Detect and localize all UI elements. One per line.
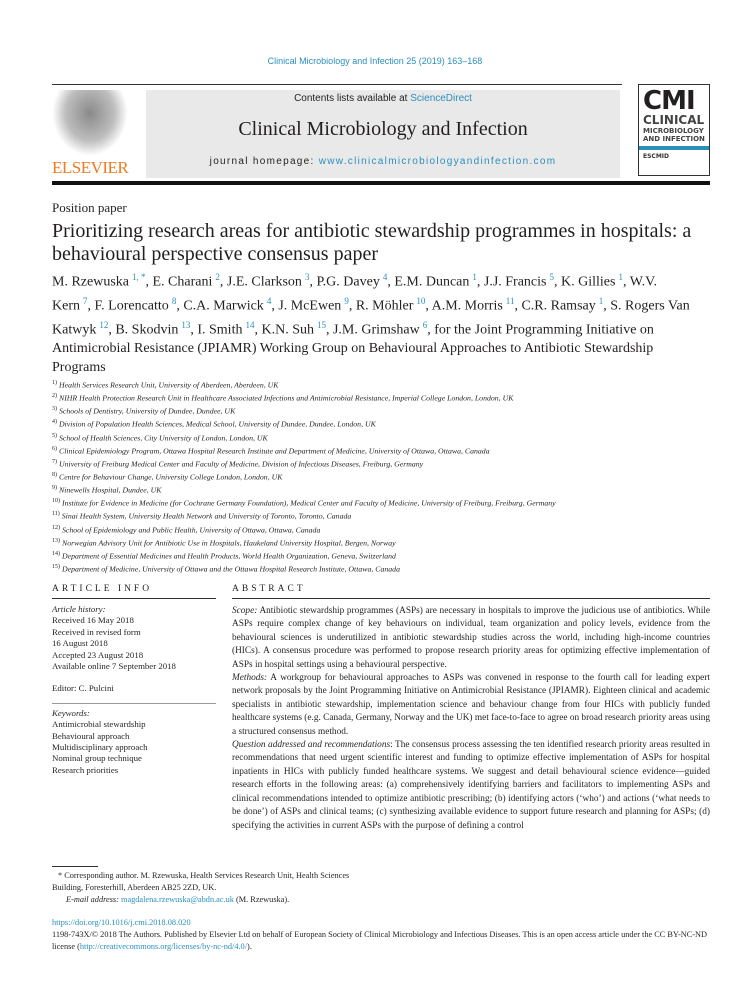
journal-header [146,90,620,178]
working-group: , for the Joint Programming Initiative on Antimicrobial Resistance (JPIAMR) Working Group on Behavioural Approaches to Antibiotic Stewardship Programs [52,322,654,375]
author-name[interactable]: M. Rzewuska [52,274,129,290]
keyword[interactable]: Multidisciplinary approach [52,742,148,753]
affiliation [52,496,652,509]
homepage-link[interactable]: www.clinicalmicrobiologyandinfection.com [318,156,557,167]
author-name[interactable]: J.J. Francis [483,274,547,290]
affiliation-text: Schools of Dentistry, University of Dundee, Dundee, UK [59,406,236,416]
affiliation-number: 2) [52,393,57,400]
affiliation-text: Department of Essential Medicines and Health Products, World Health Organization, Geneva, Switzerland [62,551,396,561]
author-affiliation-ref[interactable]: 11 [505,296,515,307]
affiliation-text: Norwegian Advisory Unit for Antibiotic Use in Hospitals, Haukeland University Hospital, Bergen, Norway [62,538,396,548]
author-affiliation-ref[interactable]: 6 [422,320,428,331]
contents-line [146,93,620,104]
author-affiliation-ref[interactable]: 3 [304,272,310,282]
affiliation [52,549,652,562]
abstract-section-text: A workgroup for behavioural approaches to ASPs was convened in response to the fourth call for leading expert network proposals by the Joint Programming Initiative on Antimicrobial Resistance (JPIAMR). Eighteen clinical and academic specialists in antibiotic stewardship, implementation science and behaviour change from four HICs with publicly funded healthcare systems (e.g. Canada, Germany, Norway and the UK) met face-to-face to agree on broad research priority areas using a structured consensus method. [232,673,710,737]
abstract-heading: ABSTRACT [232,584,306,594]
elsevier-logo[interactable] [52,90,128,178]
author-affiliation-ref[interactable]: 1 [618,272,623,282]
affiliation-text: Division of Population Health Sciences, Medical School, University of Dundee, Dundee, London, UK [59,420,376,430]
abstract-section-label: Scope: [232,606,258,616]
author-affiliation-ref[interactable]: 1 [598,296,604,307]
abstract-section [232,739,710,833]
divider [52,703,216,704]
abstract-section-label: Methods: [232,673,268,684]
affiliation-number: 7) [52,458,57,465]
tree-icon [52,90,128,156]
author-name[interactable]: K.N. Suh [261,322,314,338]
author-name[interactable]: B. Skodvin [115,322,179,338]
affiliation-number: 9) [52,485,57,492]
article-info [52,604,216,776]
affiliation-text: Department of Medicine, University of Ottawa and the Ottawa Hospital Research Institute, Ottawa, Canada [62,564,400,574]
author-affiliation-ref[interactable]: 14 [245,320,255,331]
author-name[interactable]: R. Möhler [355,298,414,314]
affiliation [52,378,652,391]
author-name[interactable]: A.M. Morris [431,298,503,314]
cmi-logo-line: CLINICAL [643,113,705,127]
cmi-logo-line: AND INFECTION [643,135,705,143]
affiliation-number: 13) [52,537,60,544]
corresponding-author: * Corresponding author. M. Rzewuska, Health Services Research Unit, Health Sciences Building, Foresterhill, Aberdeen AB25 2ZD, UK. [52,871,350,892]
affiliation-text: Institute for Evidence in Medicine (for Cochrane Germany Foundation), Medical Center and Faculty of Medicine, University of Freiburg, Freiburg, Germany [62,498,556,508]
keywords-label: Keywords: [52,707,90,718]
affiliation-text: University of Freiburg Medical Center and Faculty of Medicine, Division of Infectious Diseases, Freiburg, Germany [59,459,424,469]
author-list: M. Rzewuska $^{1, *}$, E. Charani $^2$, J.E. Clarkson $^3$, P.G. Davey $^4$, E.M. Duncan $^1$, J.J. Francis $^5$, K. Gillies $^1$, W.V. Kern $^7$, F. Lorencatto $^8$, C.A. Marwick $^4$, J. McEwen $^9$, R. Möhler $^{10}$, A.M. Morris $^{11}$, C.R. Ramsay $^1$, S. Rogers Van Katwyk $^{12}$, B. Skodvin $^{13}$, I. Smith $^{14}$, K.N. Suh $^{15}$, J.M. Grimshaw $^6$, for the Joint Programming Initiative on Antimicrobial Resistance (JPIAMR) Working Group on Behavioural Approaches to Antibiotic Stewardship Programs [52,272,690,375]
affiliation-number: 8) [52,471,57,478]
affiliation-number: 5) [52,432,57,439]
affiliation-number: 4) [52,419,57,426]
publisher-logo-text: ELSEVIER [52,158,129,177]
abstract-section-label: Question addressed and recommendations [232,740,391,751]
article-info-heading: ARTICLE INFO [52,584,153,594]
affiliation-number: 3) [52,406,57,413]
cmi-logo-line: MICROBIOLOGY [643,127,704,135]
affiliations [52,378,652,575]
article-type: Position paper [52,200,127,215]
divider [52,598,216,599]
divider [232,598,710,599]
affiliation-number: 6) [52,445,57,452]
author-affiliation-ref[interactable]: 8 [171,296,177,307]
cmi-logo[interactable] [638,84,710,176]
abstract-section-text: Antibiotic stewardship programmes (ASPs) are necessary in hospitals to improve the judicious use of antibiotics. While ASPs require complex change of key behaviours on individual, team organization and policy levels, evidence from the behavioural sciences is underutilized in antibiotic stewardship studies across the world, including high-income countries (HICs). A consensus procedure was performed to propose research priority areas for optimizing effective implementation of ASPs in hospital settings using a behavioural perspective. [232,606,710,670]
affiliation [52,417,652,430]
author-affiliation-ref[interactable]: 13 [181,320,191,331]
affiliation [52,404,652,417]
journal-title: Clinical Microbiology and Infection [238,118,528,140]
affiliation [52,562,652,575]
author-name[interactable]: J.E. Clarkson [226,274,302,290]
author-name[interactable]: C.R. Ramsay [521,298,596,314]
affiliation-number: 15) [52,563,60,570]
history-entry: Received 16 May 2018 [52,615,134,626]
author-affiliation-ref[interactable]: 4 [382,272,388,282]
keyword[interactable]: Nominal group technique [52,753,142,764]
author-name[interactable]: I. Smith [197,322,243,338]
history-entry: Accepted 23 August 2018 [52,649,144,660]
keyword[interactable]: Antimicrobial stewardship [52,719,146,730]
author-affiliation-ref[interactable]: 1, * [132,272,146,282]
email-link[interactable]: magdalena.rzewuska@abdn.ac.uk [121,895,234,904]
homepage-line [146,156,620,167]
affiliation [52,483,652,496]
affiliation [52,457,652,470]
affiliation [52,391,652,404]
doi-link[interactable]: https://doi.org/10.1016/j.cmi.2018.08.020 [52,918,191,927]
journal-citation[interactable]: Clinical Microbiology and Infection 25 (2019) 163–168 [267,56,483,66]
abstract-body [232,605,710,833]
author-affiliation-ref[interactable]: 9 [344,296,349,307]
author-affiliation-ref[interactable]: 2 [215,272,220,282]
history-label: Article history: [52,604,106,614]
escmid-logo: ESCMID [643,153,670,160]
affiliation [52,523,652,536]
affiliation-number: 10) [52,498,60,505]
author-name[interactable]: C.A. Marwick [183,298,264,314]
affiliation-text: School of Health Sciences, City University of London, London, UK [59,433,268,443]
author-name[interactable]: P.G. Davey [316,274,380,290]
affiliation-text: School of Epidemiology and Public Health, University of Ottawa, Ottawa, Canada [62,525,321,535]
author-affiliation-ref[interactable]: 5 [549,272,554,282]
affiliation-text: NIHR Health Protection Research Unit in Healthcare Associated Infections and Antimicrobial Resistance, Imperial College London, London, UK [59,393,514,403]
affiliation-number: 1) [52,380,57,386]
cmi-logo-big: CMI [643,86,695,116]
license-link[interactable]: http://creativecommons.org/licenses/by-nc-nd/4.0/ [79,942,248,951]
email-suffix: (M. Rzewuska). [233,895,290,904]
affiliation [52,431,652,444]
header-rule [52,181,710,185]
email-line [52,894,362,906]
author-name[interactable]: J. McEwen [278,298,342,314]
affiliation [52,444,652,457]
author-name[interactable]: F. Lorencatto [94,298,169,314]
author-name[interactable]: W.V. Kern [52,274,657,314]
abstract-section [232,605,710,672]
contents-prefix: Contents lists available at [294,93,411,104]
doi-block [52,917,712,953]
abstract-section-text: : The consensus process assessing the ten identified research priority areas resulted in recommendations that need urgent scientific interest and funding to optimize effective implementation of ASPs for hospital inpatients in HICs with publicly funded healthcare systems. We suggest and detail behavioural science evidence—guided research efforts in the following areas: (a) comprehensively identifying barriers and facilitators to implementing ASPs and clinical recommendations intended to optimize antibiotic prescribing; (b) identifying actors (‘who’) and actions (‘what needs to be done’) of ASPs and clinical teams; (c) synthesizing available evidence to support future research and planning for ASPs; (d) specifying the activities in current ASPs with the purpose of defining a control [232,740,710,831]
affiliation-text: Ninewells Hospital, Dundee, UK [59,485,162,495]
article-title: Prioritizing research areas for antibiotic stewardship programmes in hospitals: a behavioural perspective consensus paper [52,220,692,265]
editor: Editor: C. Pulcini [52,683,114,694]
author-affiliation-ref[interactable]: 4 [266,296,272,307]
author-affiliation-ref[interactable]: 12 [99,320,109,331]
email-label: E-mail address: [66,895,121,904]
affiliation-text: Centre for Behaviour Change, University College London, London, UK [59,472,283,482]
license-suffix: ). [247,942,252,951]
author-affiliation-ref[interactable]: 7 [83,296,88,307]
affiliation-number: 12) [52,524,60,531]
author-name[interactable]: E.M. Duncan [394,274,470,290]
copyright-text: 1198-743X/© 2018 The Authors. Published by Elsevier Ltd on behalf of European Society of Clinical Microbiology and Infectious Diseases. This is an open access article under the CC BY-NC-ND license ( [52,930,708,951]
keyword[interactable]: Behavioural approach [52,730,130,741]
history-entry: 16 August 2018 [52,638,108,649]
affiliation [52,509,652,522]
affiliation [52,470,652,483]
keyword[interactable]: Research priorities [52,764,119,775]
author-name[interactable]: J.M. Grimshaw [332,322,420,338]
footnote-rule [52,866,98,867]
author-name[interactable]: S. Rogers Van Katwyk [52,298,690,338]
divider [52,84,622,85]
affiliation-text: Sinai Health System, University Health Network and University of Toronto, Toronto, Canada [61,512,352,521]
author-name[interactable]: E. Charani [152,274,213,290]
affiliation-text: Clinical Epidemiology Program, Ottawa Hospital Research Institute and Department of Medicine, University of Ottawa, Ottawa, Canada [59,446,490,456]
author-name[interactable]: K. Gillies [561,274,616,290]
affiliation-text: Health Services Research Unit, University of Aberdeen, Aberdeen, UK [59,380,279,390]
abstract-section [232,672,710,739]
author-affiliation-ref[interactable]: 10 [416,296,426,307]
history-entry: Received in revised form [52,626,141,637]
affiliation-number: 11) [52,511,60,518]
cmi-logo-bar [639,146,709,150]
history-entry: Available online 7 September 2018 [52,661,176,672]
affiliation [52,536,652,549]
footnote [52,870,362,906]
homepage-prefix: journal homepage: [209,156,319,167]
copyright [52,929,712,953]
sciencedirect-link[interactable]: ScienceDirect [410,93,472,104]
author-affiliation-ref[interactable]: 1 [472,272,477,282]
author-affiliation-ref[interactable]: 15 [316,320,326,331]
affiliation-number: 14) [52,550,60,557]
